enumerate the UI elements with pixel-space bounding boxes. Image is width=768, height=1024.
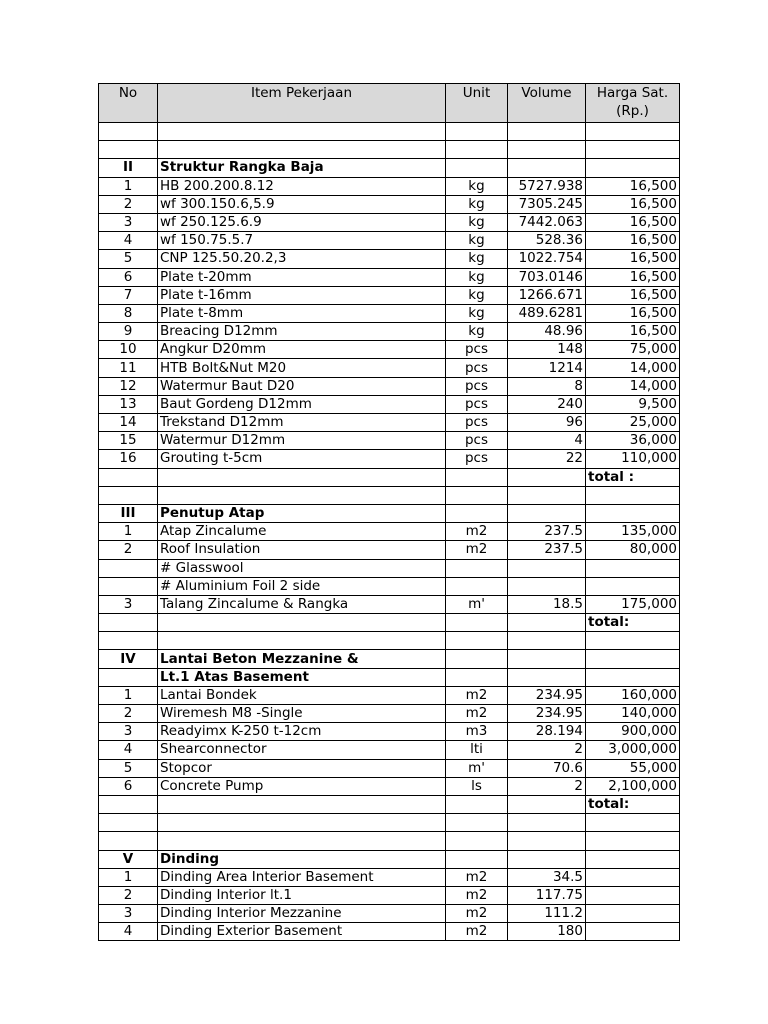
cell-volume: 5727.938 [508, 177, 586, 195]
cell-volume: 7305.245 [508, 195, 586, 213]
cell-unit [446, 504, 508, 522]
cell-volume [508, 141, 586, 159]
cell-volume [508, 795, 586, 813]
cell-price [586, 123, 680, 141]
cell-no: IV [99, 650, 158, 668]
table-row [99, 577, 680, 595]
table-row [99, 250, 680, 268]
cell-unit: pcs [446, 377, 508, 395]
cell-item [158, 141, 446, 159]
table-row [99, 414, 680, 432]
cell-price: 16,500 [586, 304, 680, 322]
table-row [99, 359, 680, 377]
header-volume: Volume [508, 84, 586, 123]
table-row [99, 723, 680, 741]
cell-item [158, 123, 446, 141]
cell-price: 110,000 [586, 450, 680, 468]
table-row [99, 268, 680, 286]
cell-price [586, 632, 680, 650]
cell-volume: 48.96 [508, 323, 586, 341]
cell-no: 2 [99, 886, 158, 904]
cell-item: Shearconnector [158, 741, 446, 759]
cell-no: 15 [99, 432, 158, 450]
cell-price: total : [586, 468, 680, 486]
cell-no [99, 123, 158, 141]
cell-item: Lantai Beton Mezzanine & [158, 650, 446, 668]
cell-unit: m2 [446, 905, 508, 923]
cell-no: 5 [99, 250, 158, 268]
table-row [99, 213, 680, 231]
cell-price [586, 923, 680, 941]
cell-price: 25,000 [586, 414, 680, 432]
cell-unit: m' [446, 595, 508, 613]
cell-volume [508, 468, 586, 486]
cell-no [99, 814, 158, 832]
cell-item: Wiremesh M8 -Single [158, 705, 446, 723]
cell-item: Plate t-8mm [158, 304, 446, 322]
cell-item [158, 486, 446, 504]
cell-price: 16,500 [586, 232, 680, 250]
cell-item: Trekstand D12mm [158, 414, 446, 432]
cell-volume: 7442.063 [508, 213, 586, 231]
cell-price: 14,000 [586, 377, 680, 395]
section-row [99, 850, 680, 868]
cell-no: 1 [99, 868, 158, 886]
cell-price [586, 141, 680, 159]
cell-volume: 8 [508, 377, 586, 395]
cell-price: 16,500 [586, 213, 680, 231]
cell-no [99, 832, 158, 850]
cell-volume: 237.5 [508, 523, 586, 541]
cell-item: Dinding Exterior Basement [158, 923, 446, 941]
table-row [99, 686, 680, 704]
blank-row [99, 123, 680, 141]
cell-unit: pcs [446, 341, 508, 359]
cell-price [586, 868, 680, 886]
section-row [99, 668, 680, 686]
cell-volume [508, 614, 586, 632]
cell-unit [446, 123, 508, 141]
cell-unit: kg [446, 195, 508, 213]
cell-price [586, 668, 680, 686]
cell-volume [508, 650, 586, 668]
table-row [99, 595, 680, 613]
cell-unit: m2 [446, 868, 508, 886]
header-item: Item Pekerjaan [158, 84, 446, 123]
cell-item: Lt.1 Atas Basement [158, 668, 446, 686]
cell-item: Breacing D12mm [158, 323, 446, 341]
cell-item: Plate t-20mm [158, 268, 446, 286]
cell-item: wf 250.125.6.9 [158, 213, 446, 231]
cell-item [158, 614, 446, 632]
table-row [99, 886, 680, 904]
cell-item: Dinding Interior Mezzanine [158, 905, 446, 923]
cell-no: III [99, 504, 158, 522]
cell-price: 140,000 [586, 705, 680, 723]
cell-item: Grouting t-5cm [158, 450, 446, 468]
cell-volume [508, 632, 586, 650]
section-row [99, 159, 680, 177]
cell-item [158, 795, 446, 813]
cell-unit: pcs [446, 414, 508, 432]
cell-no: 1 [99, 686, 158, 704]
cell-no: 7 [99, 286, 158, 304]
cell-no: 10 [99, 341, 158, 359]
cell-unit: kg [446, 213, 508, 231]
cell-no: 3 [99, 213, 158, 231]
header-no: No [99, 84, 158, 123]
cell-unit: m2 [446, 923, 508, 941]
cell-no [99, 668, 158, 686]
cell-unit: pcs [446, 395, 508, 413]
cell-volume: 234.95 [508, 705, 586, 723]
cell-no: 6 [99, 777, 158, 795]
cell-unit [446, 614, 508, 632]
cell-price: 14,000 [586, 359, 680, 377]
cell-unit: pcs [446, 359, 508, 377]
cell-volume: 234.95 [508, 686, 586, 704]
table-row [99, 705, 680, 723]
cell-no: 12 [99, 377, 158, 395]
section-row [99, 650, 680, 668]
cell-item: Angkur D20mm [158, 341, 446, 359]
cell-item [158, 832, 446, 850]
cell-no: 4 [99, 232, 158, 250]
blank-row [99, 814, 680, 832]
cell-item [158, 468, 446, 486]
cell-no [99, 559, 158, 577]
cell-unit [446, 632, 508, 650]
cell-unit: ls [446, 777, 508, 795]
cell-unit: kg [446, 250, 508, 268]
cell-unit: m2 [446, 523, 508, 541]
table-row [99, 559, 680, 577]
total-row [99, 795, 680, 813]
cell-item: Struktur Rangka Baja [158, 159, 446, 177]
cell-volume: 4 [508, 432, 586, 450]
cell-price: 16,500 [586, 195, 680, 213]
total-row [99, 614, 680, 632]
cell-no: 11 [99, 359, 158, 377]
cell-no: 1 [99, 523, 158, 541]
cell-no: 14 [99, 414, 158, 432]
cell-item: Stopcor [158, 759, 446, 777]
cell-unit [446, 159, 508, 177]
cell-unit: m2 [446, 541, 508, 559]
cell-item: # Glasswool [158, 559, 446, 577]
cell-item: Watermur Baut D20 [158, 377, 446, 395]
table-row [99, 905, 680, 923]
cell-volume: 1022.754 [508, 250, 586, 268]
cell-no [99, 141, 158, 159]
table-row [99, 232, 680, 250]
blank-row [99, 486, 680, 504]
table-row [99, 341, 680, 359]
cell-unit [446, 668, 508, 686]
cell-volume: 528.36 [508, 232, 586, 250]
cell-price: total: [586, 795, 680, 813]
cell-price: 3,000,000 [586, 741, 680, 759]
cell-unit: m2 [446, 686, 508, 704]
cell-no [99, 632, 158, 650]
cell-volume: 180 [508, 923, 586, 941]
cell-volume: 117.75 [508, 886, 586, 904]
cell-item [158, 632, 446, 650]
cell-price [586, 559, 680, 577]
cell-no [99, 486, 158, 504]
blank-row [99, 141, 680, 159]
cell-volume: 96 [508, 414, 586, 432]
cell-item: Penutup Atap [158, 504, 446, 522]
cell-no: 3 [99, 905, 158, 923]
cell-volume [508, 486, 586, 504]
cell-volume: 70.6 [508, 759, 586, 777]
cell-unit [446, 141, 508, 159]
cell-unit [446, 468, 508, 486]
cell-unit [446, 650, 508, 668]
cell-item: Watermur D12mm [158, 432, 446, 450]
cell-volume: 34.5 [508, 868, 586, 886]
table-row [99, 286, 680, 304]
cell-price: 75,000 [586, 341, 680, 359]
cell-no: 13 [99, 395, 158, 413]
cell-no: 1 [99, 177, 158, 195]
cell-price [586, 650, 680, 668]
table-body [99, 123, 680, 941]
cell-no: 16 [99, 450, 158, 468]
cell-no: II [99, 159, 158, 177]
cell-unit: kg [446, 268, 508, 286]
cell-volume [508, 814, 586, 832]
cell-price [586, 905, 680, 923]
table-row [99, 323, 680, 341]
cell-unit [446, 486, 508, 504]
cell-item: Dinding Interior lt.1 [158, 886, 446, 904]
cell-volume: 489.6281 [508, 304, 586, 322]
cell-volume: 22 [508, 450, 586, 468]
cell-price: 16,500 [586, 250, 680, 268]
section-row [99, 504, 680, 522]
cell-unit [446, 559, 508, 577]
cell-no: 4 [99, 923, 158, 941]
cell-item: HTB Bolt&Nut M20 [158, 359, 446, 377]
cell-price: total: [586, 614, 680, 632]
cell-unit: kg [446, 232, 508, 250]
cell-item: HB 200.200.8.12 [158, 177, 446, 195]
cell-item [158, 814, 446, 832]
cell-price: 16,500 [586, 323, 680, 341]
cell-item: Concrete Pump [158, 777, 446, 795]
cell-price [586, 832, 680, 850]
cell-price [586, 886, 680, 904]
rab-table [98, 83, 680, 941]
cell-price [586, 850, 680, 868]
header-price: Harga Sat. (Rp.) [586, 84, 680, 123]
cell-price: 55,000 [586, 759, 680, 777]
cell-price: 135,000 [586, 523, 680, 541]
header-row [99, 84, 680, 123]
cell-volume: 1266.671 [508, 286, 586, 304]
cell-price [586, 159, 680, 177]
header-unit: Unit [446, 84, 508, 123]
cell-price: 160,000 [586, 686, 680, 704]
cell-price [586, 504, 680, 522]
cell-item: Atap Zincalume [158, 523, 446, 541]
cell-volume: 1214 [508, 359, 586, 377]
cell-price: 2,100,000 [586, 777, 680, 795]
cell-price: 16,500 [586, 286, 680, 304]
cell-unit [446, 814, 508, 832]
blank-row [99, 832, 680, 850]
cell-no: 4 [99, 741, 158, 759]
cell-price: 16,500 [586, 177, 680, 195]
cell-price [586, 814, 680, 832]
cell-volume [508, 832, 586, 850]
cell-item: Lantai Bondek [158, 686, 446, 704]
cell-unit: pcs [446, 450, 508, 468]
cell-unit: kg [446, 177, 508, 195]
cell-price: 175,000 [586, 595, 680, 613]
cell-item: Readyimx K-250 t-12cm [158, 723, 446, 741]
table-row [99, 741, 680, 759]
cell-unit: pcs [446, 432, 508, 450]
table-row [99, 377, 680, 395]
cell-item: wf 300.150.6,5.9 [158, 195, 446, 213]
cell-price [586, 577, 680, 595]
table-row [99, 395, 680, 413]
table-row [99, 868, 680, 886]
cell-unit: m2 [446, 886, 508, 904]
total-row [99, 468, 680, 486]
cell-no: 8 [99, 304, 158, 322]
cell-no [99, 577, 158, 595]
cell-price: 80,000 [586, 541, 680, 559]
cell-volume [508, 850, 586, 868]
cell-no: 2 [99, 195, 158, 213]
cell-volume: 148 [508, 341, 586, 359]
cell-volume [508, 123, 586, 141]
cell-no: 2 [99, 541, 158, 559]
cell-volume [508, 668, 586, 686]
cell-no: 6 [99, 268, 158, 286]
cell-volume: 240 [508, 395, 586, 413]
cell-price: 16,500 [586, 268, 680, 286]
cell-item: wf 150.75.5.7 [158, 232, 446, 250]
cell-unit [446, 850, 508, 868]
cell-item: Baut Gordeng D12mm [158, 395, 446, 413]
cell-item: Talang Zincalume & Rangka [158, 595, 446, 613]
cell-volume: 703.0146 [508, 268, 586, 286]
cell-no [99, 468, 158, 486]
cell-unit [446, 795, 508, 813]
table-row [99, 759, 680, 777]
table-row [99, 432, 680, 450]
cell-volume [508, 577, 586, 595]
cell-unit: m3 [446, 723, 508, 741]
blank-row [99, 632, 680, 650]
cell-volume: 237.5 [508, 541, 586, 559]
table-row [99, 195, 680, 213]
cell-item: # Aluminium Foil 2 side [158, 577, 446, 595]
cell-item: Roof Insulation [158, 541, 446, 559]
cell-volume: 2 [508, 741, 586, 759]
cell-volume [508, 504, 586, 522]
cell-volume: 2 [508, 777, 586, 795]
cell-unit [446, 577, 508, 595]
cell-volume [508, 559, 586, 577]
table-row [99, 777, 680, 795]
cell-item: Dinding Area Interior Basement [158, 868, 446, 886]
cell-volume: 111.2 [508, 905, 586, 923]
table-row [99, 450, 680, 468]
cell-price [586, 486, 680, 504]
cell-unit: m2 [446, 705, 508, 723]
cell-no [99, 795, 158, 813]
table-row [99, 923, 680, 941]
cell-no: 3 [99, 595, 158, 613]
cell-item: CNP 125.50.20.2,3 [158, 250, 446, 268]
cell-unit: kg [446, 286, 508, 304]
table-row [99, 177, 680, 195]
cell-unit [446, 832, 508, 850]
cell-no: 2 [99, 705, 158, 723]
table-row [99, 541, 680, 559]
cell-price: 900,000 [586, 723, 680, 741]
cell-price: 36,000 [586, 432, 680, 450]
cell-price: 9,500 [586, 395, 680, 413]
table-row [99, 304, 680, 322]
cell-unit: m' [446, 759, 508, 777]
cell-volume: 28.194 [508, 723, 586, 741]
cell-no: 3 [99, 723, 158, 741]
cell-volume: 18.5 [508, 595, 586, 613]
cell-volume [508, 159, 586, 177]
cell-item: Plate t-16mm [158, 286, 446, 304]
cell-no: 9 [99, 323, 158, 341]
cell-no: 5 [99, 759, 158, 777]
cell-item: Dinding [158, 850, 446, 868]
cell-no [99, 614, 158, 632]
table-row [99, 523, 680, 541]
cell-unit: lti [446, 741, 508, 759]
cell-no: V [99, 850, 158, 868]
cell-unit: kg [446, 323, 508, 341]
cell-unit: kg [446, 304, 508, 322]
